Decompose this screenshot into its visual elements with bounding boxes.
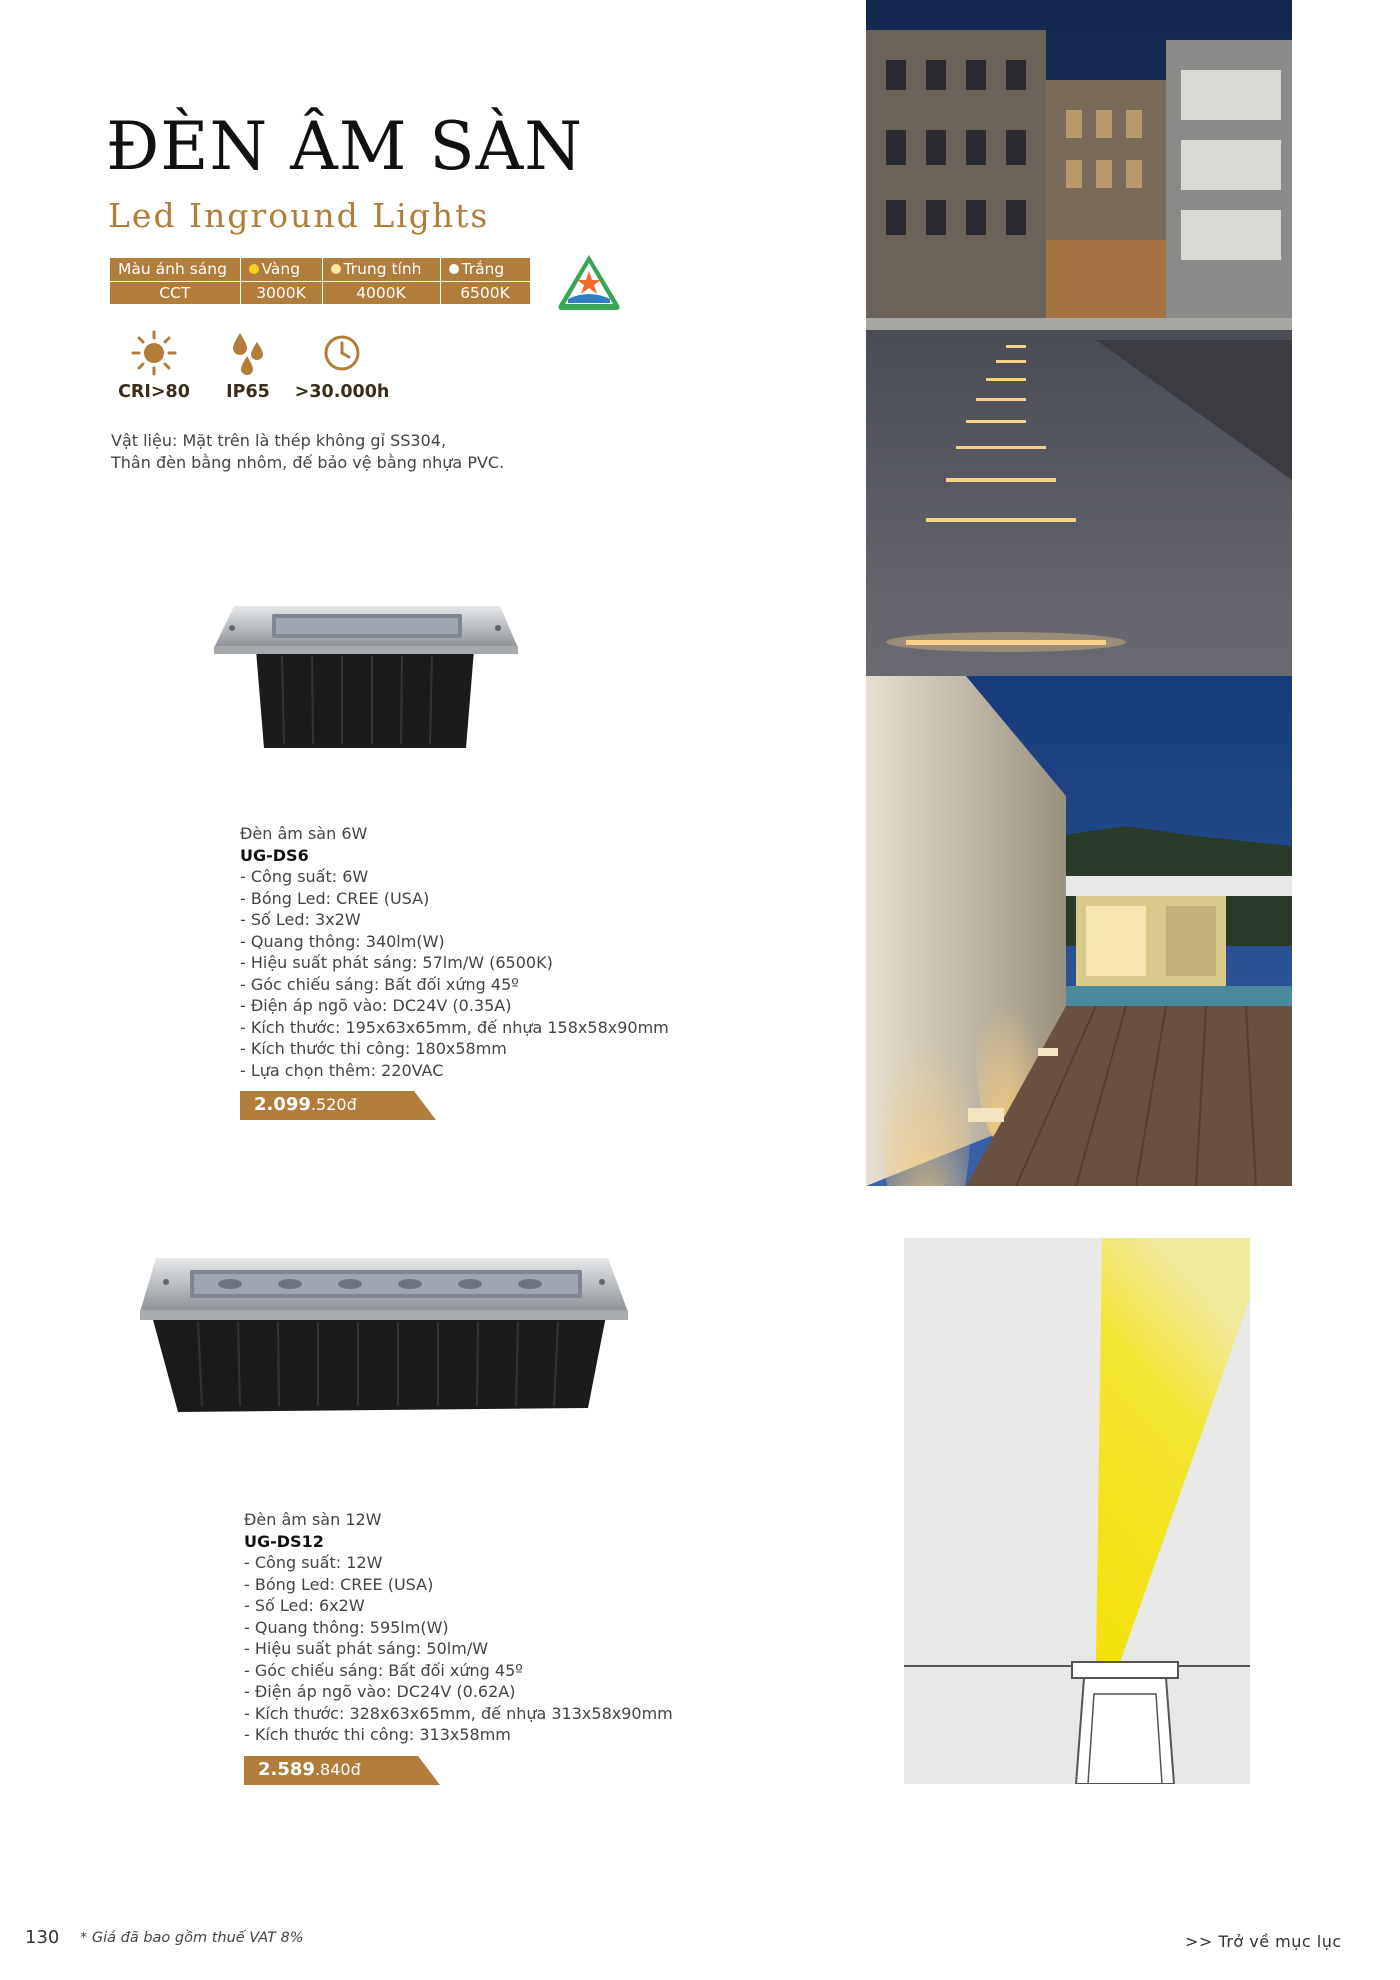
spec-cri-label: CRI>80 — [118, 382, 190, 402]
vat-note: * Giá đã bao gồm thuế VAT 8% — [80, 1930, 304, 1946]
spec-cri — [116, 330, 192, 402]
cct-warm-label: Vàng — [240, 258, 322, 281]
product-code: UG-DS6 — [240, 845, 309, 865]
spec-line: - Lựa chọn thêm: 220VAC — [240, 1060, 444, 1080]
night-plaza-photo — [866, 0, 1292, 676]
sun-icon — [131, 330, 177, 376]
price-rest: .520đ — [310, 1095, 357, 1114]
cct-row-label: CCT — [110, 281, 240, 304]
white-dot-icon — [449, 264, 459, 274]
warm-dot-icon — [249, 264, 259, 274]
spec-line: - Điện áp ngõ vào: DC24V (0.35A) — [240, 996, 512, 1015]
cct-white-value: 6500K — [440, 281, 530, 304]
product-ug-ds12-info — [244, 1509, 673, 1785]
product-ug-ds6-image — [212, 598, 520, 750]
cct-neutral-label: Trung tính — [322, 258, 440, 281]
product-name: Đèn âm sàn 12W — [244, 1510, 382, 1529]
spec-line: - Công suất: 6W — [240, 867, 369, 886]
neutral-dot-icon — [331, 264, 341, 274]
spec-line: - Quang thông: 340lm(W) — [240, 931, 445, 951]
spec-line: - Kích thước thi công: 180x58mm — [240, 1039, 507, 1058]
spec-line: - Số Led: 3x2W — [240, 910, 361, 929]
price-rest: .840đ — [314, 1759, 361, 1779]
spec-line: - Bóng Led: CREE (USA) — [240, 888, 430, 908]
cct-neutral-value: 4000K — [322, 281, 440, 304]
cct-white-label: Trắng — [440, 258, 530, 281]
spec-line: - Điện áp ngõ vào: DC24V (0.62A) — [244, 1682, 516, 1701]
product-name: Đèn âm sàn 6W — [240, 824, 368, 843]
beam-angle-diagram — [904, 1238, 1250, 1784]
price-main: 2.099 — [254, 1094, 311, 1115]
product-ug-ds6-info — [240, 823, 669, 1120]
spec-line: - Góc chiếu sáng: Bất đối xứng 45º — [240, 974, 519, 994]
water-drops-icon — [225, 330, 271, 376]
spec-ip-label: IP65 — [226, 382, 270, 402]
cct-table — [110, 258, 531, 305]
page-subtitle: Led Inground Lights — [108, 196, 490, 235]
spec-line: - Góc chiếu sáng: Bất đối xứng 45º — [244, 1660, 523, 1680]
spec-line: - Kích thước: 328x63x65mm, đế nhựa 313x58x90mm — [244, 1703, 673, 1723]
spec-line: - Hiệu suất phát sáng: 57lm/W (6500K) — [240, 953, 553, 972]
cct-header-label: Màu ánh sáng — [110, 258, 240, 281]
clock-icon — [319, 330, 365, 376]
spec-line: - Hiệu suất phát sáng: 50lm/W — [244, 1639, 489, 1658]
product-ug-ds12-image — [138, 1252, 630, 1414]
price-tag — [240, 1091, 436, 1120]
quality-badge-icon — [556, 253, 622, 313]
spec-line: - Số Led: 6x2W — [244, 1596, 365, 1615]
spec-lifetime-label: >30.000h — [294, 382, 390, 402]
spec-lifetime — [294, 330, 390, 402]
material-description: Vật liệu: Mặt trên là thép không gỉ SS304, Thân đèn bằng nhôm, đế bảo vệ bằng nhựa PVC. — [111, 431, 505, 472]
spec-line: - Công suất: 12W — [244, 1553, 383, 1572]
spec-line: - Kích thước thi công: 313x58mm — [244, 1725, 511, 1744]
page-number: 130 — [25, 1927, 60, 1948]
wall-uplight-photo — [866, 676, 1292, 1186]
spec-ip — [216, 330, 280, 402]
price-main: 2.589 — [258, 1758, 315, 1780]
price-tag — [244, 1756, 440, 1785]
spec-line: - Kích thước: 195x63x65mm, đế nhựa 158x58x90mm — [240, 1017, 669, 1037]
spec-line: - Quang thông: 595lm(W) — [244, 1617, 449, 1637]
product-code: UG-DS12 — [244, 1531, 324, 1551]
page-title: ĐÈN ÂM SÀN — [106, 108, 584, 185]
back-to-toc-link[interactable]: >> Trở về mục lục — [1185, 1932, 1342, 1951]
spec-line: - Bóng Led: CREE (USA) — [244, 1574, 434, 1594]
cct-warm-value: 3000K — [240, 281, 322, 304]
